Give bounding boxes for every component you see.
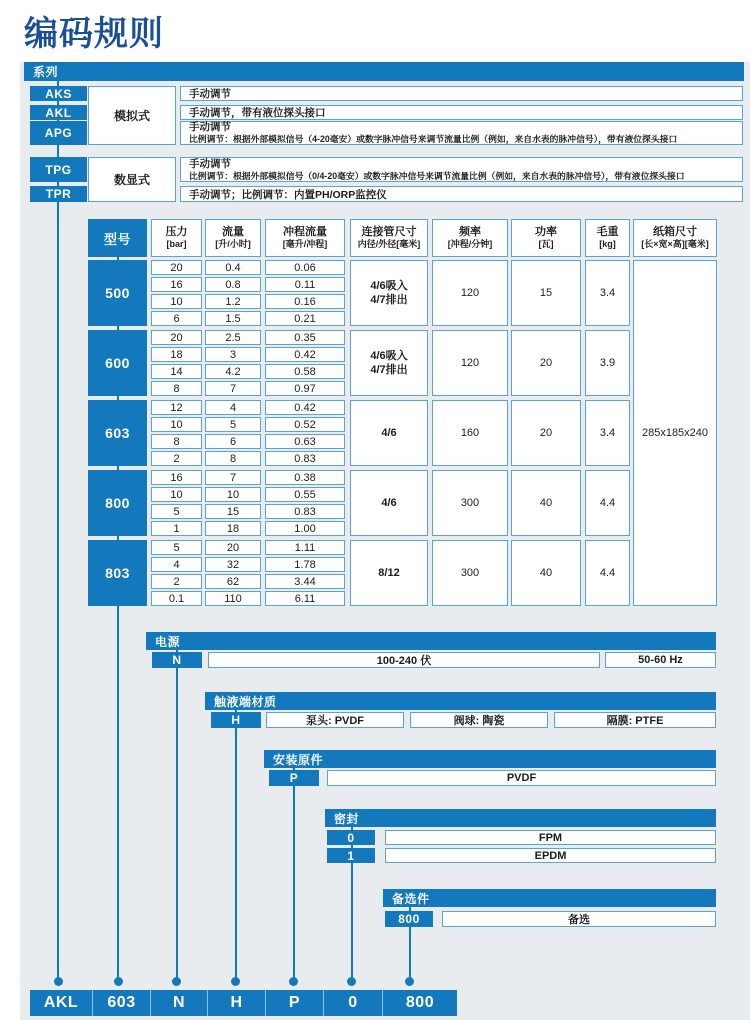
conn-cell [350,540,428,606]
header-line: 连接管尺寸 [361,225,417,238]
connector-dot [289,977,298,986]
page-title: 编码规则 [24,15,164,53]
pressure-value: 6 [151,311,202,326]
pressure-value: 10 [151,294,202,309]
pressure-value: 5 [151,540,202,555]
weight-cell: 4.4 [585,540,630,606]
flow-value: 18 [205,521,261,536]
freq-cell: 120 [432,330,508,396]
section-header-material: 触液端材质 [205,692,716,710]
table-header-flow [205,219,261,257]
pressure-value: 0.1 [151,591,202,606]
flow-value: 62 [205,574,261,589]
pressure-value: 8 [151,434,202,449]
pressure-value: 8 [151,381,202,396]
series-desc-line: 比例调节：根据外部模拟信号（0/4-20毫安）或数字脉冲信号来调节流量比例（例如，来自水表的脉冲信号），带有液位探头接口 [189,170,685,181]
flow-value: 5 [205,417,261,432]
series-desc-line: 手动调节 [189,157,231,170]
header-line: 冲程流量 [283,225,327,238]
pressure-value: 1 [151,521,202,536]
section-header-install: 安装原件 [264,750,716,768]
value-box-voltage: 100-240 伏 [208,652,600,668]
freq-cell: 120 [432,260,508,326]
stroke-value: 0.38 [265,470,345,485]
stroke-value: 0.11 [265,277,345,292]
stroke-value: 0.21 [265,311,345,326]
flow-value: 15 [205,504,261,519]
table-header-power [511,219,581,257]
table-header-model: 型号 [88,219,147,257]
pressure-value: 10 [151,487,202,502]
value-box-diaphragm: 隔膜: PTFE [554,712,716,728]
pressure-stack [151,330,202,396]
pressure-value: 14 [151,364,202,379]
flow-value: 1.5 [205,311,261,326]
header-line: 频率 [459,225,481,238]
stroke-stack [265,540,345,606]
stroke-value: 0.35 [265,330,345,345]
header-line: 压力 [165,225,188,238]
model-code-cell: 600 [88,330,147,396]
connector-line-install [293,768,295,982]
key-cell-seal-0: 0 [327,830,375,845]
header-unit: [毫升/冲程] [282,239,328,250]
stroke-value: 1.78 [265,557,345,572]
flow-value: 8 [205,451,261,466]
value-box-pump-head: 泵头: PVDF [266,712,404,728]
series-desc-line: 比例调节：根据外部模拟信号（4-20毫安）或数字脉冲信号来调节流量比例（例如，来自水表的脉冲信号），带有液位探头接口 [189,134,678,145]
flow-stack [205,400,261,466]
weight-cell: 3.9 [585,330,630,396]
flow-value: 3 [205,347,261,362]
flow-value: 20 [205,540,261,555]
table-header-stroke [265,219,345,257]
section-header-options: 备选件 [383,889,716,907]
conn-cell [350,400,428,466]
stroke-value: 0.55 [265,487,345,502]
conn-line: 4/7排出 [370,294,408,306]
flow-value: 4 [205,400,261,415]
flow-value: 7 [205,381,261,396]
stroke-value: 0.52 [265,417,345,432]
key-cell-material: H [211,712,261,728]
key-cell-power: N [152,652,202,668]
pressure-stack [151,400,202,466]
series-type-digital: 数显式 [88,157,176,202]
pressure-value: 20 [151,330,202,345]
stroke-stack [265,470,345,536]
code-segment: 0 [323,990,382,1016]
pressure-stack [151,470,202,536]
pressure-value: 12 [151,400,202,415]
table-header-pressure [151,219,202,257]
connector-line-series [57,80,59,982]
series-desc-apg [180,121,743,145]
stroke-value: 1.11 [265,540,345,555]
model-code-cell: 800 [88,470,147,536]
carton-cell: 285x185x240 [633,260,717,606]
key-cell-seal-1: 1 [327,848,375,863]
power-cell: 20 [511,330,581,396]
table-header-conn [350,219,428,257]
stroke-value: 1.00 [265,521,345,536]
connector-line-material [235,710,237,982]
header-unit: [kg] [599,239,616,250]
flow-value: 1.2 [205,294,261,309]
stroke-value: 0.58 [265,364,345,379]
flow-value: 110 [205,591,261,606]
series-code-akl: AKL [30,105,87,120]
section-header-seal: 密封 [325,809,716,827]
flow-value: 6 [205,434,261,449]
code-segment: P [265,990,323,1016]
conn-cell [350,470,428,536]
pressure-value: 16 [151,470,202,485]
stroke-stack [265,260,345,326]
stroke-value: 0.63 [265,434,345,449]
code-segment: H [207,990,265,1016]
pressure-value: 4 [151,557,202,572]
key-cell-install: P [269,770,319,786]
pressure-value: 16 [151,277,202,292]
conn-line: 8/12 [378,566,400,579]
connector-dot [54,977,63,986]
series-desc-line: 手动调节 [189,121,231,134]
pressure-value: 20 [151,260,202,275]
connector-dot [405,977,414,986]
flow-value: 10 [205,487,261,502]
pressure-value: 10 [151,417,202,432]
value-box-valve-ball: 阀球: 陶瓷 [410,712,548,728]
table-header-carton [633,219,717,257]
stroke-value: 0.42 [265,400,345,415]
series-code-aks: AKS [30,86,87,101]
connector-dot [231,977,240,986]
stroke-value: 0.16 [265,294,345,309]
value-box-install: PVDF [327,770,716,786]
key-cell-options: 800 [385,911,433,927]
weight-cell: 3.4 [585,260,630,326]
code-segment: 603 [92,990,150,1016]
stroke-value: 0.83 [265,451,345,466]
header-unit: [bar] [166,239,187,250]
flow-value: 7 [205,470,261,485]
model-code-cell: 603 [88,400,147,466]
table-header-freq [432,219,508,257]
weight-cell: 4.4 [585,470,630,536]
series-desc-tpg [180,157,743,182]
flow-stack [205,470,261,536]
series-desc-akl: 手动调节，带有液位探头接口 [180,105,743,120]
connector-line-power [176,650,178,982]
stroke-value: 0.42 [265,347,345,362]
code-bar [30,990,457,1016]
series-code-apg: APG [30,121,87,145]
flow-stack [205,260,261,326]
header-line: 功率 [535,225,557,238]
header-line: 流量 [222,225,244,238]
conn-line: 4/6 [381,426,397,439]
power-cell: 40 [511,540,581,606]
stroke-stack [265,400,345,466]
header-line: 毛重 [596,225,619,238]
table-header-weight [585,219,630,257]
pressure-value: 2 [151,574,202,589]
stroke-value: 3.44 [265,574,345,589]
flow-value: 0.4 [205,260,261,275]
header-unit: [升/小时] [215,239,251,250]
series-desc-tpr: 手动调节；比例调节：内置PH/ORP监控仪 [180,186,743,202]
weight-cell: 3.4 [585,400,630,466]
value-box-seal-epdm: EPDM [385,848,716,863]
flow-value: 32 [205,557,261,572]
conn-line: 4/6吸入 [370,349,408,362]
value-box-frequency: 50-60 Hz [605,652,716,668]
stroke-stack [265,330,345,396]
flow-value: 4.2 [205,364,261,379]
code-segment: AKL [43,994,79,1011]
pressure-value: 2 [151,451,202,466]
series-type-analog: 模拟式 [88,86,176,145]
pressure-stack [151,260,202,326]
model-code-cell: 803 [88,540,147,606]
conn-line: 4/6 [381,496,397,509]
code-segment: N [150,990,207,1016]
power-cell: 15 [511,260,581,326]
stroke-value: 0.97 [265,381,345,396]
series-code-tpg: TPG [30,157,87,182]
header-unit: [瓦] [538,239,554,250]
section-header-power: 电源 [146,632,716,650]
flow-stack [205,330,261,396]
connector-dot [347,977,356,986]
stroke-value: 0.83 [265,504,345,519]
flow-stack [205,540,261,606]
value-box-seal-fpm: FPM [385,830,716,845]
series-desc-aks: 手动调节 [180,86,743,101]
header-unit: [冲程/分钟] [447,239,493,250]
pressure-value: 18 [151,347,202,362]
flow-value: 0.8 [205,277,261,292]
conn-cell [350,330,428,396]
header-unit: [长×宽×高][毫米] [641,239,709,250]
flow-value: 2.5 [205,330,261,345]
freq-cell: 300 [432,470,508,536]
conn-line: 4/6吸入 [370,279,408,292]
pressure-value: 5 [151,504,202,519]
stroke-value: 6.11 [265,591,345,606]
header-line: 纸箱尺寸 [653,225,697,238]
code-segment: 800 [382,990,457,1016]
section-header-series: 系列 [24,62,744,81]
power-cell: 40 [511,470,581,536]
connector-dot [114,977,123,986]
pressure-stack [151,540,202,606]
stroke-value: 0.06 [265,260,345,275]
conn-cell [350,260,428,326]
series-code-tpr: TPR [30,186,87,202]
conn-line: 4/7排出 [370,364,408,376]
value-box-options: 备选 [442,911,716,927]
header-unit: 内径/外径[毫米] [357,239,421,250]
freq-cell: 300 [432,540,508,606]
connector-dot [172,977,181,986]
freq-cell: 160 [432,400,508,466]
power-cell: 20 [511,400,581,466]
model-code-cell: 500 [88,260,147,326]
